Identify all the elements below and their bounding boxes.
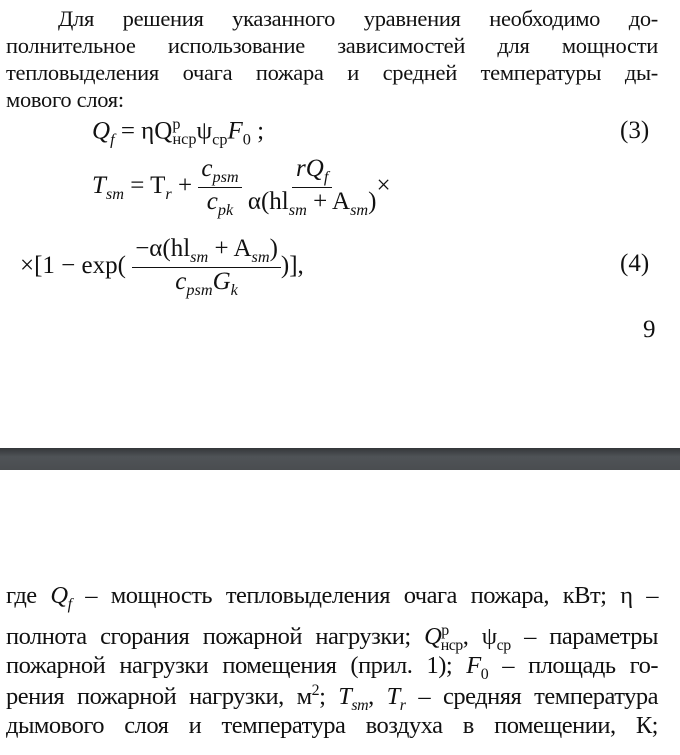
equation-number: (4) [620, 250, 650, 277]
paragraph-line: пожарной нагрузки помещения (прил. 1); $F_0$ – площадь го- [6, 652, 658, 683]
page-separator [0, 448, 680, 470]
paragraph-line: дымового слоя и температура воздуха в помещении, К; [6, 712, 658, 739]
equation-number: (3) [620, 117, 650, 144]
equation-4-line-1: $T_{sm} = T_r$ + $\frac{c_{psm}}{c_{pk}}$ $\frac{rQ_f}{\alpha(hl_{sm} + A_{sm})}$ × [92, 155, 391, 219]
equation-3: $Q_f = \eta Q^р_{нср}\psi_{ср}F_0$ ; [92, 115, 265, 149]
page-number: 9 [643, 316, 656, 343]
paragraph-line: полнота сгорания пожарной нагрузки; $Q^р_{нср}$, $\psi_{ср}$ – параметры [6, 622, 658, 655]
equation-4-line-2: ×[1 − exp( $\frac{-\alpha(hl_{sm} + A_{sm})}{c_{psm}G_k}$ )], [20, 235, 304, 299]
paragraph-line: полнительное использование зависимостей для мощности [6, 33, 658, 58]
paragraph-line: тепловыделения очага пожара и средней температуры ды- [6, 60, 658, 85]
paragraph-line: рения пожарной нагрузки, $м^2$; $T_{sm}$, $T_r$ – средняя температура [6, 682, 659, 715]
paragraph-line: мового слоя: [6, 87, 124, 112]
paragraph-line: где $Q_f$ – мощность тепловыделения очага пожара, кВт; η – [6, 582, 658, 613]
paragraph-line: Для решения указанного уравнения необходимо до- [58, 6, 658, 31]
